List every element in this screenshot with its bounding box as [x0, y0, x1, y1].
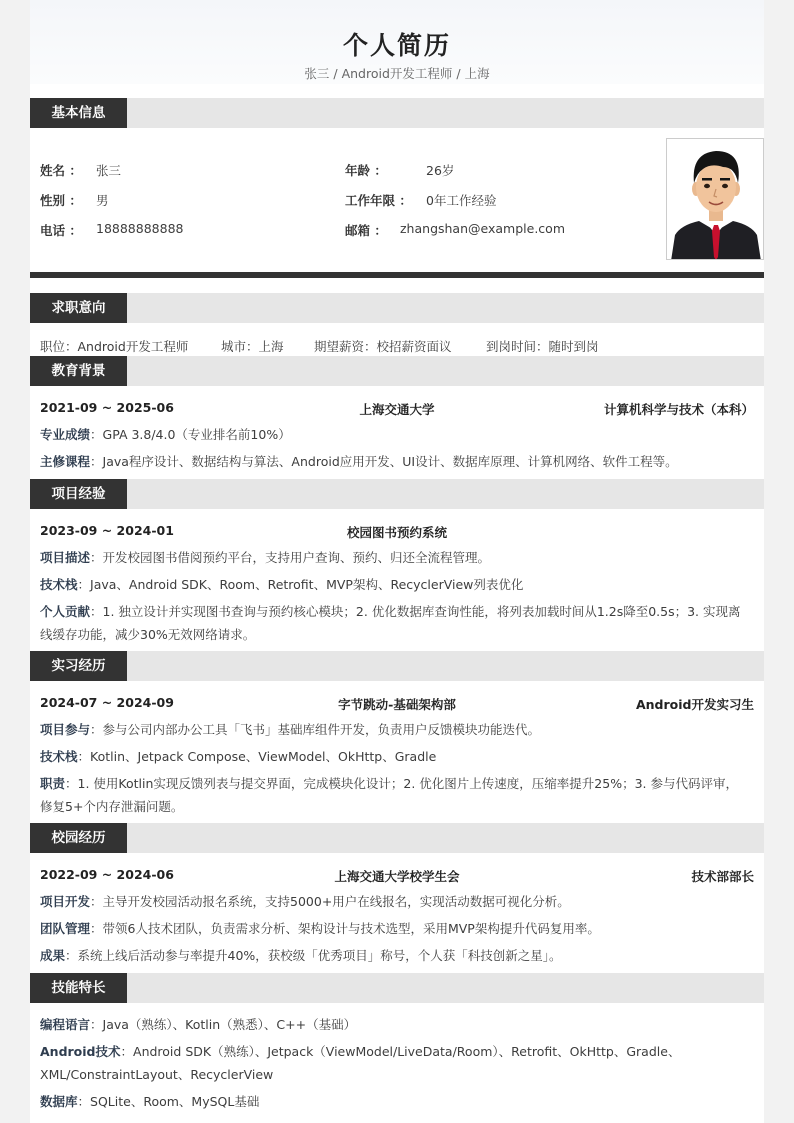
value: ：SQLite、Room、MySQL基础 [77, 1094, 260, 1109]
education-courses [40, 451, 756, 473]
campus-team [40, 918, 756, 940]
value: ：Kotlin、Jetpack Compose、ViewModel、OkHttp、Gradle [77, 749, 437, 764]
campus-period: 2022-09 ~ 2024-06 [40, 867, 174, 882]
label: 编程语言 [40, 1017, 91, 1032]
campus-role: 技术部部长 [691, 869, 754, 884]
resume-header [30, 0, 764, 84]
section-title: 技能特长 [30, 973, 127, 1003]
project-contrib [40, 601, 756, 623]
intent-salary: 期望薪资：校招薪资面议 [314, 339, 452, 354]
education-school: 上海交通大学 [359, 402, 435, 417]
section-projects-header [30, 479, 764, 509]
section-intent-header [30, 293, 764, 323]
project-desc [40, 547, 756, 569]
section-title: 项目经验 [30, 479, 127, 509]
phone-key: 电话 ： [40, 223, 82, 238]
label: 项目开发 [40, 894, 91, 909]
section-campus-header [30, 823, 764, 853]
education-major: 计算机科学与技术（本科） [603, 402, 754, 417]
work-years-value: 0年工作经验 [426, 193, 497, 208]
section-education-header [30, 356, 764, 386]
skills-android-cont: XML/ConstraintLayout、RecyclerView [40, 1067, 274, 1082]
campus-result [40, 945, 756, 967]
internship-row [40, 695, 754, 713]
value: ：主导开发校园活动报名系统，支持5000+用户在线报名，实现活动数据可视化分析。 [90, 894, 570, 909]
label: 技术栈 [40, 577, 78, 592]
intent-city: 城市：上海 [221, 339, 284, 354]
value: ：1. 使用Kotlin实现反馈列表与提交界面，完成模块化设计；2. 优化图片上传速度，压缩率提升25%；3. 参与代码评审， [65, 776, 738, 791]
value: ：Android SDK（熟练）、Jetpack（ViewModel/LiveData/Room）、Retrofit、OkHttp、Gradle、 [120, 1044, 681, 1059]
label: 项目参与 [40, 722, 91, 737]
internship-company: 字节跳动-基础架构部 [338, 697, 456, 712]
section-basic-header [30, 98, 764, 128]
project-contrib-cont: 线缓存功能，减少30%无效网络请求。 [40, 627, 256, 642]
section-title: 实习经历 [30, 651, 127, 681]
value: ：Java程序设计、数据结构与算法、Android应用开发、UI设计、数据库原理、计算机网络、软件工程等。 [90, 454, 678, 469]
profile-photo [666, 138, 764, 260]
divider-bar [30, 272, 764, 278]
project-name: 校园图书预约系统 [346, 525, 447, 540]
section-title: 求职意向 [30, 293, 127, 323]
section-title: 基本信息 [30, 98, 127, 128]
gender-key: 性别 ： [40, 193, 82, 208]
intent-arrival: 到岗时间：随时到岗 [486, 339, 599, 354]
education-period: 2021-09 ~ 2025-06 [40, 400, 174, 415]
internship-period: 2024-07 ~ 2024-09 [40, 695, 174, 710]
project-stack [40, 574, 756, 596]
internship-duty [40, 773, 756, 795]
project-period: 2023-09 ~ 2024-01 [40, 523, 174, 538]
gender-value: 男 [96, 193, 109, 208]
value: ：开发校园图书借阅预约平台，支持用户查询、预约、归还全流程管理。 [90, 550, 491, 565]
email-key: 邮箱 ： [345, 223, 387, 238]
name-value: 张三 [96, 163, 122, 178]
resume-page [30, 0, 764, 1123]
label: 团队管理 [40, 921, 91, 936]
skills-lang [40, 1014, 756, 1036]
label: Android技术 [40, 1044, 121, 1059]
page-subtitle: 张三 / Android开发工程师 / 上海 [304, 66, 490, 81]
value: ：Java（熟练）、Kotlin（熟悉）、C++（基础） [90, 1017, 357, 1032]
section-internship-header [30, 651, 764, 681]
label: 专业成绩 [40, 427, 91, 442]
name-key: 姓名 ： [40, 163, 82, 178]
internship-duty-cont: 修复5+个内存泄漏问题。 [40, 799, 184, 814]
label: 项目描述 [40, 550, 91, 565]
value: ：系统上线后活动参与率提升40%，获校级「优秀项目」称号，个人获「科技创新之星」。 [65, 948, 562, 963]
campus-org: 上海交通大学校学生会 [334, 869, 460, 884]
label: 数据库 [40, 1094, 78, 1109]
education-score [40, 424, 756, 446]
internship-role: Android开发实习生 [635, 697, 754, 712]
label: 个人贡献 [40, 604, 91, 619]
value: ：带领6人技术团队，负责需求分析、架构设计与技术选型，采用MVP架构提升代码复用率。 [90, 921, 600, 936]
skills-android [40, 1041, 756, 1063]
work-years-key: 工作年限 ： [345, 193, 412, 208]
email-value: zhangshan@example.com [400, 221, 565, 236]
label: 技术栈 [40, 749, 78, 764]
campus-dev [40, 891, 756, 913]
internship-involve [40, 719, 756, 741]
page-title: 个人简历 [342, 31, 451, 60]
internship-stack [40, 746, 756, 768]
intent-position: 职位：Android开发工程师 [40, 339, 189, 354]
project-row [40, 523, 754, 541]
skills-db [40, 1091, 756, 1113]
label: 职责 [40, 776, 66, 791]
age-value: 26岁 [426, 163, 455, 178]
label: 主修课程 [40, 454, 91, 469]
section-skills-header [30, 973, 764, 1003]
value: ：1. 独立设计并实现图书查询与预约核心模块；2. 优化数据库查询性能，将列表加载时间从1.2s降至0.5s；3. 实现离 [90, 604, 741, 619]
value: ：GPA 3.8/4.0（专业排名前10%） [90, 427, 291, 442]
phone-value: 18888888888 [96, 221, 184, 236]
value: ：参与公司内部办公工具「飞书」基础库组件开发，负责用户反馈模块功能迭代。 [90, 722, 541, 737]
section-title: 校园经历 [30, 823, 127, 853]
age-key: 年龄 ： [345, 163, 387, 178]
education-row [40, 400, 754, 418]
section-title: 教育背景 [30, 356, 127, 386]
value: ：Java、Android SDK、Room、Retrofit、MVP架构、RecyclerView列表优化 [77, 577, 524, 592]
campus-row [40, 867, 754, 885]
label: 成果 [40, 948, 66, 963]
